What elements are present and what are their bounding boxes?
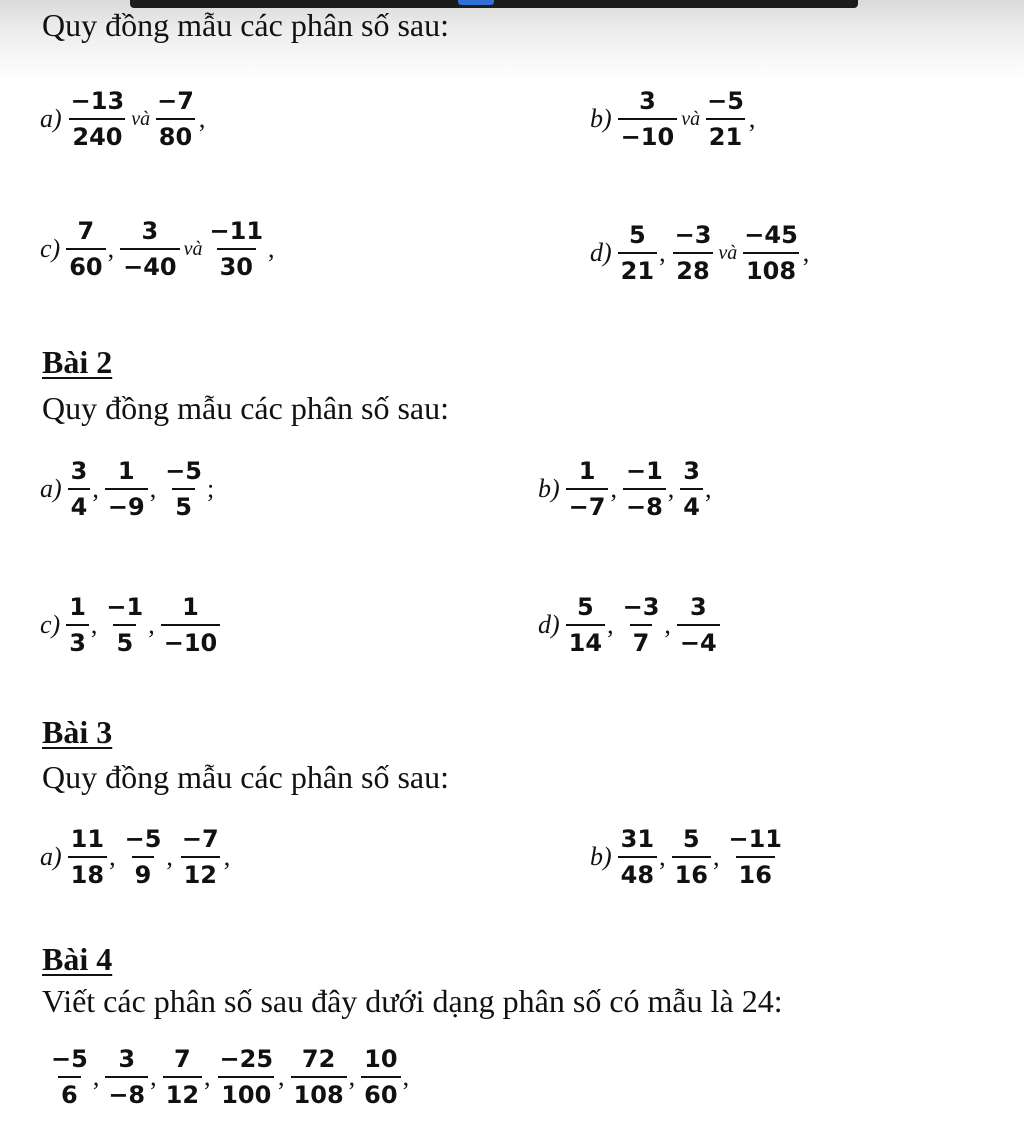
fraction (620, 592, 663, 658)
bai3-item-a (40, 824, 234, 890)
bai2-title: Bài 2 (42, 344, 113, 380)
item-label: a) (40, 104, 62, 133)
separator: , (402, 1062, 410, 1091)
fraction-denominator: 5 (113, 624, 136, 658)
fraction (291, 1044, 347, 1110)
fraction (163, 1044, 202, 1110)
fraction (741, 220, 801, 286)
conjunction: và (131, 107, 151, 130)
bai1-item-d (590, 220, 813, 286)
fraction-numerator: 7 (77, 217, 95, 245)
fraction (161, 592, 221, 658)
separator: , (748, 104, 756, 133)
fraction-numerator: 10 (364, 1045, 398, 1073)
fraction-denominator: −9 (105, 488, 148, 522)
fraction (122, 824, 165, 890)
bai4-instruction: Viết các phân số sau đây dưới dạng phân số có mẫu là 24: (42, 983, 783, 1019)
fraction-denominator: 30 (217, 248, 256, 282)
item-label: b) (590, 104, 612, 133)
conjunction: và (183, 237, 203, 260)
bai1-item-b (590, 86, 759, 152)
fraction (618, 86, 678, 152)
bai3-item-b (590, 824, 787, 890)
top-edge-accent (458, 0, 494, 5)
fraction-numerator: 1 (578, 457, 596, 485)
fraction-denominator: 4 (68, 488, 91, 522)
fraction-numerator: −5 (51, 1045, 88, 1073)
fraction (48, 1044, 91, 1110)
fraction-denominator: 3 (66, 624, 89, 658)
separator: , (278, 1062, 285, 1091)
fraction-denominator: −10 (161, 624, 221, 658)
fraction (179, 824, 222, 890)
fraction (566, 456, 609, 522)
fraction-numerator: −3 (622, 593, 660, 621)
separator: , (268, 234, 275, 263)
separator: , (705, 474, 712, 503)
fraction-numerator: −7 (181, 825, 219, 853)
fraction-numerator: 3 (639, 87, 656, 115)
fraction-numerator: −5 (165, 457, 202, 485)
separator: , (223, 842, 231, 871)
fraction-denominator: −8 (623, 488, 666, 522)
separator: , (148, 610, 155, 639)
conjunction: và (681, 107, 701, 130)
separator: , (204, 1062, 211, 1091)
fraction (680, 456, 703, 522)
item-label: d) (590, 238, 612, 267)
fraction-numerator: −11 (209, 217, 264, 245)
fraction-denominator: −8 (105, 1076, 148, 1110)
fraction-numerator: −13 (70, 87, 125, 115)
fraction (154, 86, 197, 152)
fraction-denominator: 108 (291, 1076, 347, 1110)
fraction-denominator: 60 (361, 1076, 400, 1110)
fraction (105, 456, 148, 522)
fraction-denominator: 6 (58, 1076, 81, 1110)
bai2-item-c (40, 592, 222, 658)
separator: , (348, 1062, 356, 1091)
fraction (361, 1044, 400, 1110)
fraction-numerator: 3 (689, 593, 707, 621)
item-label: c) (40, 610, 61, 639)
item-label: a) (40, 842, 62, 871)
fraction-denominator: −40 (120, 248, 180, 282)
item-label: d) (538, 610, 560, 639)
separator: , (198, 104, 206, 133)
fraction-denominator: 60 (66, 248, 105, 282)
fraction-denominator: 240 (69, 118, 125, 152)
fraction (672, 220, 715, 286)
fraction-numerator: 3 (683, 457, 700, 485)
separator: , (166, 842, 173, 871)
fraction-denominator: 100 (218, 1076, 274, 1110)
fraction-numerator: −1 (106, 593, 144, 621)
fraction-denominator: 12 (163, 1076, 202, 1110)
fraction-denominator: 80 (156, 118, 195, 152)
fraction-numerator: 1 (69, 593, 86, 621)
fraction-numerator: 3 (70, 457, 88, 485)
fraction-numerator: 1 (117, 457, 135, 485)
fraction (103, 592, 146, 658)
fraction-denominator: 21 (706, 118, 745, 152)
fraction (66, 592, 89, 658)
separator: , (667, 474, 675, 503)
fraction-denominator: 9 (132, 856, 155, 890)
bai2-item-a (40, 456, 218, 522)
fraction (162, 456, 205, 522)
fraction-denominator: 5 (172, 488, 195, 522)
fraction-numerator: −5 (124, 825, 162, 853)
fraction (623, 456, 666, 522)
fraction-denominator: −4 (677, 624, 720, 658)
fraction-numerator: 72 (301, 1045, 336, 1073)
fraction (566, 592, 605, 658)
bai2-instruction: Quy đồng mẫu các phân số sau: (42, 390, 450, 426)
bai2-item-d (538, 592, 722, 658)
fraction (725, 824, 785, 890)
bai4-title: Bài 4 (42, 941, 113, 977)
fraction (120, 216, 180, 282)
fraction-denominator: 28 (673, 252, 712, 286)
fraction-denominator: 18 (68, 856, 107, 890)
fraction-numerator: 5 (629, 221, 646, 249)
fraction-numerator: −11 (728, 825, 782, 853)
bai3-title: Bài 3 (42, 714, 113, 750)
fraction-denominator: 14 (566, 624, 605, 658)
fraction-denominator: 21 (618, 252, 657, 286)
separator: , (90, 610, 98, 639)
fraction (217, 1044, 277, 1110)
bai2-item-b (538, 456, 716, 522)
fraction-numerator: 31 (620, 825, 655, 853)
fraction (704, 86, 747, 152)
fraction (68, 824, 107, 890)
fraction-numerator: −45 (744, 221, 798, 249)
item-label: a) (40, 474, 62, 503)
separator: , (109, 842, 116, 871)
separator: , (610, 474, 617, 503)
fraction (672, 824, 711, 890)
separator: , (92, 1062, 100, 1091)
fraction-numerator: 1 (182, 593, 199, 621)
separator: , (664, 610, 671, 639)
fraction-numerator: −5 (707, 87, 744, 115)
fraction-numerator: 5 (577, 593, 594, 621)
fraction (68, 456, 91, 522)
fraction (677, 592, 720, 658)
fraction-numerator: 5 (682, 825, 700, 853)
separator: , (802, 238, 810, 267)
bai3-instruction: Quy đồng mẫu các phân số sau: (42, 759, 450, 795)
separator: , (659, 842, 666, 871)
fraction (618, 824, 657, 890)
fraction-numerator: −25 (219, 1045, 274, 1073)
bai1-instruction: Quy đồng mẫu các phân số sau: (42, 7, 450, 43)
fraction-numerator: −7 (157, 87, 194, 115)
item-label: b) (590, 842, 612, 871)
fraction-denominator: 4 (680, 488, 703, 522)
fraction-denominator: 7 (630, 624, 653, 658)
fraction (68, 86, 128, 152)
fraction-numerator: 7 (173, 1045, 191, 1073)
fraction-numerator: 3 (141, 217, 159, 245)
fraction (66, 216, 105, 282)
fraction-numerator: −3 (674, 221, 712, 249)
item-label: b) (538, 474, 560, 503)
fraction-denominator: 16 (672, 856, 711, 890)
fraction-denominator: 12 (181, 856, 220, 890)
fraction (207, 216, 267, 282)
bai1-item-a (40, 86, 209, 152)
separator: ; (207, 474, 215, 503)
separator: , (712, 842, 720, 871)
fraction-denominator: −10 (618, 118, 678, 152)
fraction-denominator: −7 (566, 488, 609, 522)
fraction-numerator: 11 (70, 825, 105, 853)
fraction-denominator: 48 (618, 856, 657, 890)
separator: , (150, 1062, 157, 1091)
separator: , (92, 474, 99, 503)
fraction-numerator: −1 (625, 457, 663, 485)
separator: , (149, 474, 157, 503)
separator: , (607, 610, 614, 639)
fraction (105, 1044, 148, 1110)
conjunction: và (718, 241, 738, 264)
bai1-item-c (40, 216, 279, 282)
fraction-numerator: 3 (118, 1045, 136, 1073)
fraction-denominator: 108 (743, 252, 799, 286)
separator: , (107, 234, 115, 263)
fraction-denominator: 16 (736, 856, 775, 890)
bai4-fractions (46, 1044, 413, 1110)
fraction (618, 220, 657, 286)
item-label: c) (40, 234, 61, 263)
separator: , (659, 238, 666, 267)
